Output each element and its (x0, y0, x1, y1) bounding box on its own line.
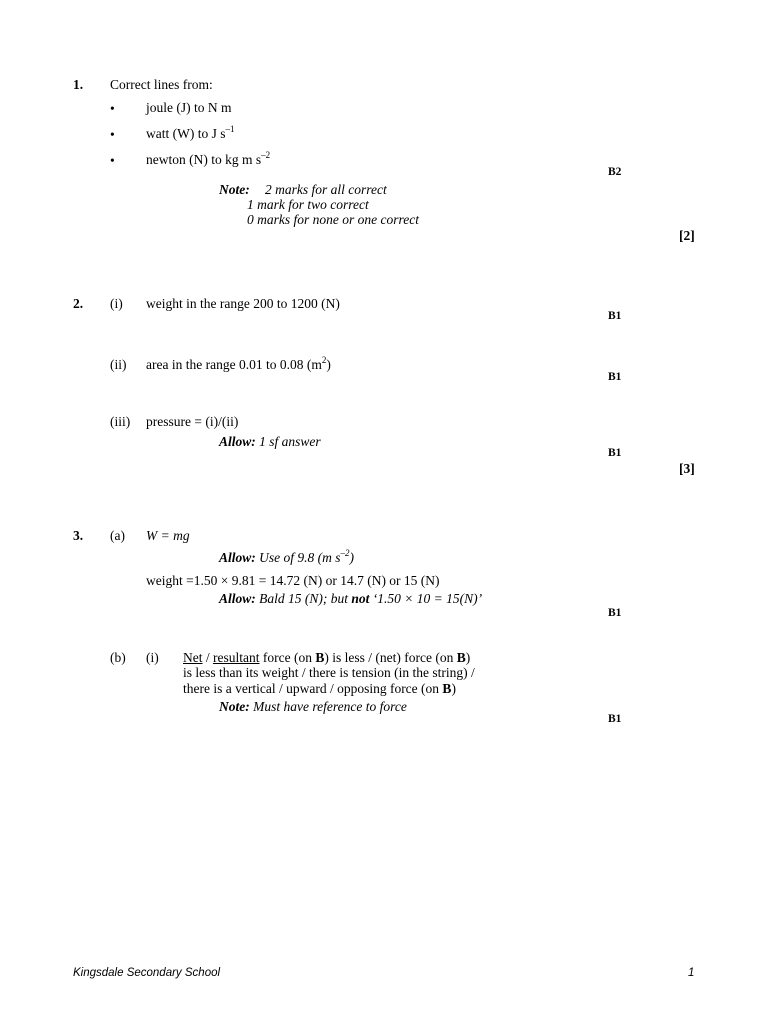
q2-part-ii-text: area in the range 0.01 to 0.08 $(m^2)$ (146, 354, 331, 372)
q1-line-1: joule (J) to N m (146, 100, 232, 115)
q3-b-mark: B1 (608, 713, 622, 725)
q1-note-label: Note: (219, 182, 250, 197)
q3-b-line-1: Net / resultant force (on B) is less / (net) force (on B) (183, 650, 471, 665)
q1-note-line-2: 1 mark for two correct (247, 197, 369, 212)
q2-total: [3] (679, 461, 695, 476)
q2-part-i-text: weight in the range 200 to 1200 (N) (146, 296, 340, 311)
bullet-icon: • (110, 153, 115, 168)
footer-school: Kingsdale Secondary School (73, 967, 221, 979)
q1-line-2: watt (W) to J $s^{-1}$ (146, 123, 235, 141)
q1-note-line-3: 0 marks for none or one correct (247, 212, 419, 227)
q2-part-iii-mark: B1 (608, 447, 622, 459)
bullet-icon: • (110, 101, 115, 116)
q3-number: 3. (73, 528, 84, 543)
q1-intro: Correct lines from: (110, 77, 213, 92)
q3-a-label: (a) (110, 528, 125, 543)
q1-note-line-1: 2 marks for all correct (265, 182, 387, 197)
q3-b-note: Note: Must have reference to force (219, 699, 407, 714)
q3-b-label: (b) (110, 650, 126, 665)
q3-a-mark: B1 (608, 607, 622, 619)
footer-page-number: 1 (688, 967, 695, 979)
q3-a-formula: W = mg (146, 528, 190, 543)
q1-total: [2] (679, 228, 695, 243)
q3-a-calc: weight =1.50 × 9.81 = 14.72 (N) or 14.7 (N) or 15 (N) (146, 573, 440, 588)
q3-b-line-2: is less than its weight / there is tension (in the string) / (183, 665, 475, 680)
q2-part-ii-label: (ii) (110, 357, 127, 372)
q1-line-3: newton (N) to kg m $s^{-2}$ (146, 149, 271, 167)
q2-part-ii-mark: B1 (608, 371, 622, 383)
q3-a-allow-2: Allow: Bald 15 (N); but not ‘1.50 × 10 = 15(N)’ (219, 591, 483, 606)
q3-b-line-3: there is a vertical / upward / opposing force (on B) (183, 681, 456, 696)
q2-part-iii-label: (iii) (110, 414, 131, 429)
q2-part-iii-text: pressure = (i)/(ii) (146, 414, 239, 429)
q3-a-allow-1: Allow: Use of 9.8 (m $s^{-2}$) (219, 547, 355, 565)
bullet-icon: • (110, 127, 115, 142)
q2-allow: Allow: 1 sf answer (219, 434, 321, 449)
q1-number: 1. (73, 77, 84, 92)
q3-b-sub-label: (i) (146, 650, 159, 665)
q2-number: 2. (73, 296, 84, 311)
q1-mark: B2 (608, 166, 622, 178)
q2-part-i-label: (i) (110, 296, 123, 311)
q2-part-i-mark: B1 (608, 310, 622, 322)
